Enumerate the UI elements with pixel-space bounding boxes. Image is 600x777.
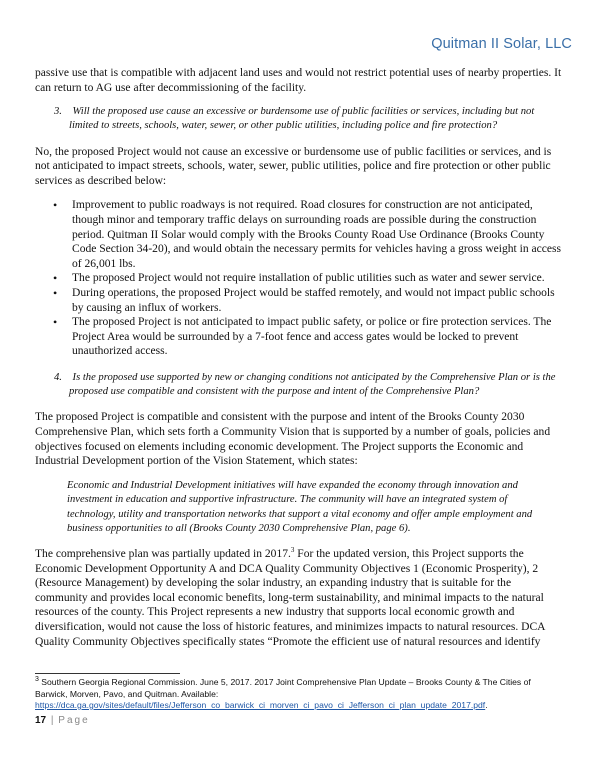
- footnote-reference[interactable]: 3: [290, 546, 295, 555]
- question-4-answer: The proposed Project is compatible and consistent with the purpose and intent of the Brooks County 2030 Comprehensive Plan, which sets forth a Community Vision that is supported by a number of goals, policies and objectives focused on elements including economic development. The Project supports the Economic and Industrial Development portion of the Vision Statement, which states:: [35, 411, 551, 468]
- list-item-text: The proposed Project is not anticipated to impact public safety, or police or fire protection services. The Project Area would be surrounded by a 7-foot fence and access gates would be locked to prevent unauthorized access.: [72, 316, 552, 358]
- list-item-text: During operations, the proposed Project would be staffed remotely, and would not impact public schools by causing an influx of workers.: [72, 286, 555, 314]
- question-4: [35, 371, 562, 399]
- intro-paragraph: passive use that is compatible with adjacent land uses and would not restrict potential uses of nearby properties. It can return to AG use after decommissioning of the facility.: [35, 67, 562, 94]
- question-3-answer: No, the proposed Project would not cause an excessive or burdensome use of public facilities or services, and is not anticipated to impact streets, schools, water, sewer, public utilities, police and fire protection or other public services as described below:: [35, 145, 552, 187]
- bullet-icon: •: [53, 271, 58, 286]
- footnote-end: .: [485, 700, 488, 710]
- list-item: [35, 286, 562, 315]
- page-label: Page: [58, 715, 90, 726]
- document-header: Quitman II Solar, LLC: [431, 36, 572, 52]
- footer-separator: |: [50, 715, 54, 726]
- footnote-number: 3: [35, 676, 39, 684]
- list-item: [35, 315, 562, 359]
- question-4-number: 4.: [54, 371, 62, 383]
- question-3-number: 3.: [54, 106, 62, 118]
- bullet-icon: •: [53, 315, 58, 330]
- final-paragraph-part1: The comprehensive plan was partially updated in 2017.: [35, 548, 291, 561]
- bullet-list: [35, 198, 562, 359]
- final-paragraph: [35, 547, 562, 649]
- page-content: [35, 66, 562, 659]
- list-item-text: The proposed Project would not require installation of public utilities such as water and sewer service.: [72, 272, 545, 285]
- footnote-text: Southern Georgia Regional Commission. June 5, 2017. 2017 Joint Comprehensive Plan Update – Brooks County & The Cities of Barwick, Morven, Pavo, and Quitman. Available:: [35, 677, 531, 699]
- question-3: [35, 105, 562, 133]
- page-number: 17: [35, 715, 47, 726]
- bullet-icon: •: [53, 198, 58, 213]
- bullet-icon: •: [53, 285, 58, 300]
- footnote-link[interactable]: https://dca.ga.gov/sites/default/files/Jefferson_co_barwick_ci_morven_ci_pavo_ci_Jefferson_ci_plan_update_2017.pdf: [35, 700, 486, 710]
- question-3-text: Will the proposed use cause an excessive or burdensome use of public facilities or services, including but not limited to streets, schools, water, sewer, or other public utilities, including police and fire protection?: [69, 106, 535, 132]
- footnote-divider: [35, 673, 180, 674]
- list-item: [35, 271, 562, 286]
- question-4-text: Is the proposed use supported by new or changing conditions not anticipated by the Comprehensive Plan or is the proposed use compatible and consistent with the purpose and intent of the Comprehensive Plan?: [69, 371, 556, 398]
- footnote: [35, 677, 565, 712]
- page-footer: [35, 715, 90, 726]
- list-item: [35, 198, 562, 271]
- final-paragraph-part2: For the updated version, this Project supports the Economic Development Opportunity A and DCA Quality Community Objectives 1 (Economic Prosperity), 2 (Resource Management) by developing the solar industry, an expanding industry that is suitable for the community and provides local economic benefits, long-term sustainability, and minimal impacts to the natural resources of the county. This Project represents a new industry that supports local economic growth and diversification, would not cause the loss of historic features, and minimizes impacts to natural resources. DCA Quality Community Objectives specifically states “Promote the efficient use of natural resources and identify: [35, 548, 545, 648]
- vision-quote: Economic and Industrial Development initiatives will have expanded the economy through innovation and investment in education and supportive infrastructure. The community will have an integrated system of technology, utility and transportation networks that support a vital economy and offer ample employment and business opportunities to all (Brooks County 2030 Comprehensive Plan, page 6).: [67, 479, 533, 535]
- list-item-text: Improvement to public roadways is not required. Road closures for construction are not anticipated, though minor and temporary traffic delays on surrounding roads are possible during the construction period. Quitman II Solar would comply with the Brooks County Road Use Ordinance (Brooks County Code Section 34-20), and would obtain the necessary permits for vehicles having a gross weight in access of 26,001 lbs.: [72, 199, 562, 270]
